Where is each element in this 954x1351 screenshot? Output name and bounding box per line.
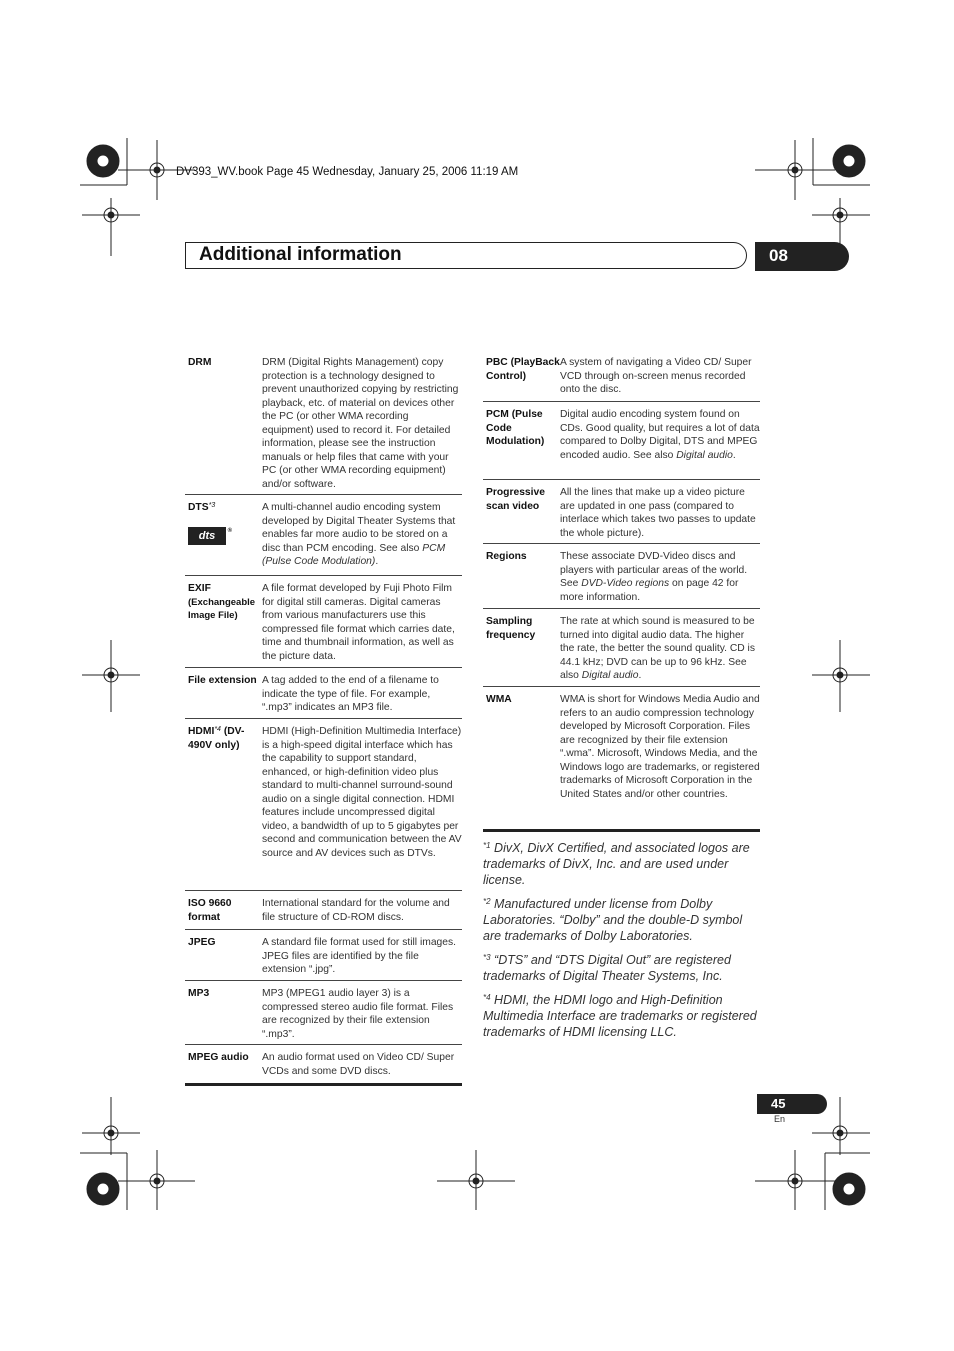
footnote: $^{*2}$ Manufactured under license from Dolby Laboratories. “Dolby” and the double-D symbol are trademarks of Dolby Laboratories. xyxy=(483,897,743,943)
glossary-definition: These associate DVD-Video discs and players with particular areas of the world. See DVD-Video regions on page 42 for more information. xyxy=(560,551,748,603)
glossary-entry xyxy=(483,609,760,687)
footnote: $^{*1}$ DivX, DivX Certified, and associated logos are trademarks of DivX, Inc. and are used under license. xyxy=(483,841,750,887)
glossary-definition: A tag added to the end of a filename to indicate the type of file. For example, “.mp3” indicates an MP3 file. xyxy=(262,675,439,713)
glossary-term: File extension xyxy=(188,675,257,686)
glossary-definition: WMA is short for Windows Media Audio and refers to an audio compression technology developed by Microsoft Corporation. Files are recognized by their file extension “.wma”. Microsoft, Windows Media, and the Windows logo are trademarks, or registered trademarks of Microsoft Corporation in the United States and/or other countries. xyxy=(560,694,760,800)
glossary-entry xyxy=(483,687,760,829)
glossary-term: ISO 9660 format xyxy=(188,898,232,923)
glossary-term: HDMI$^{*4}$ (DV-490V only) xyxy=(188,726,245,751)
glossary-entry xyxy=(185,350,462,495)
glossary-term: MPEG audio xyxy=(188,1052,249,1063)
glossary-definition: An audio format used on Video CD/ Super VCDs and some DVD discs. xyxy=(262,1052,455,1077)
glossary-term: Sampling frequency xyxy=(486,616,536,641)
glossary-definition: Digital audio encoding system found on CDs. Good quality, but requires a lot of data compared to Dolby Digital, DTS and MPEG encoded audio. See also Digital audio. xyxy=(560,409,760,461)
glossary-definition: The rate at which sound is measured to be turned into digital audio data. The higher the rate, the better the sound quality. CD is 44.1 kHz; DVD can be up to 96 kHz. See also Digital audio. xyxy=(560,616,755,681)
glossary-entry xyxy=(185,1045,462,1083)
glossary-entry xyxy=(483,544,760,609)
glossary-definition: A system of navigating a Video CD/ Super VCD through on-screen menus recorded onto the disc. xyxy=(560,357,752,395)
glossary-entry xyxy=(483,480,760,544)
glossary-entry xyxy=(185,981,462,1045)
language-code: En xyxy=(774,1114,786,1124)
glossary-definition: MP3 (MPEG1 audio layer 3) is a compressed stereo audio file format. Files are recognized by their file extension “.mp3”. xyxy=(262,988,454,1040)
glossary-term: Regions xyxy=(486,551,527,562)
glossary-left-column xyxy=(185,350,462,1086)
chapter-number: 08 xyxy=(755,242,849,271)
glossary-term: DRM xyxy=(188,357,212,368)
glossary-term: WMA xyxy=(486,694,512,705)
glossary-term: PBC (PlayBack Control) xyxy=(486,357,560,382)
glossary-definition: DRM (Digital Rights Management) copy protection is a technology designed to prevent unauthorized copying by restricting playback, etc. of material on devices other the PC (or other WMA recording equipment) used to record it. For detailed information, please see the instruction manuals or help files that came with your PC (or other WMA recording equipment) and/or software. xyxy=(262,357,459,490)
glossary-definition: A multi-channel audio encoding system developed by Digital Theater Systems that enables far more audio to be stored on a disc than PCM encoding. See also PCM (Pulse Code Modulation). xyxy=(262,502,456,567)
section-title: Additional information xyxy=(199,244,402,265)
glossary-term: DTS$^{*3}$ dts ® xyxy=(185,501,262,569)
dts-digital-out-logo: dts ® xyxy=(188,527,226,545)
book-info-line: DV393_WV.book Page 45 Wednesday, January 25, 2006 11:19 AM xyxy=(176,166,519,178)
glossary-definition: HDMI (High-Definition Multimedia Interface) is a high-speed digital interface which has the capability to support standard, enhanced, or high-definition video plus standard to multi-channel surround-sound audio on a single digital connection. HDMI features include uncompressed digital video, a bandwidth of up to 5 gigabytes per second and communication between the AV source and AV devices such as DTVs. xyxy=(262,726,462,859)
glossary-definition: A standard file format used for still images. JPEG files are identified by the file extension “.jpg”. xyxy=(262,937,457,975)
glossary-definition: A file format developed by Fuji Photo Film for digital still cameras. Digital cameras from various manufacturers use this compressed file format which carries date, time and thumbnail information, as well as the picture data. xyxy=(262,583,455,662)
page-number: 45 xyxy=(757,1094,827,1114)
glossary-entry xyxy=(185,719,462,891)
glossary-entry xyxy=(185,495,462,576)
glossary-term: MP3 xyxy=(188,988,210,999)
glossary-term: Progressive scan video xyxy=(486,487,545,512)
glossary-definition: All the lines that make up a video picture are updated in one pass (compared to interlace which takes two passes to update the whole picture). xyxy=(560,487,756,539)
glossary-term: PCM (Pulse Code Modulation) xyxy=(486,409,545,447)
footnote: $^{*3}$ “DTS” and “DTS Digital Out” are registered trademarks of Digital Theater Systems, Inc. xyxy=(483,953,731,983)
table-end-rule xyxy=(483,829,760,832)
glossary-term: JPEG xyxy=(188,937,216,948)
glossary-entry xyxy=(185,668,462,719)
glossary-term: EXIF (Exchangeable Image File) xyxy=(188,583,256,621)
glossary-entry xyxy=(185,891,462,930)
glossary-definition: International standard for the volume and file structure of CD-ROM discs. xyxy=(262,898,450,923)
footnote: $^{*4}$ HDMI, the HDMI logo and High-Definition Multimedia Interface are trademarks or registered trademarks of HDMI licensing LLC. xyxy=(483,993,757,1039)
glossary-entry xyxy=(483,350,760,402)
table-end-rule xyxy=(185,1083,462,1086)
glossary-right-column xyxy=(483,350,760,832)
glossary-entry xyxy=(185,930,462,981)
glossary-entry xyxy=(185,576,462,668)
footnotes xyxy=(483,840,763,1048)
glossary-entry xyxy=(483,402,760,480)
